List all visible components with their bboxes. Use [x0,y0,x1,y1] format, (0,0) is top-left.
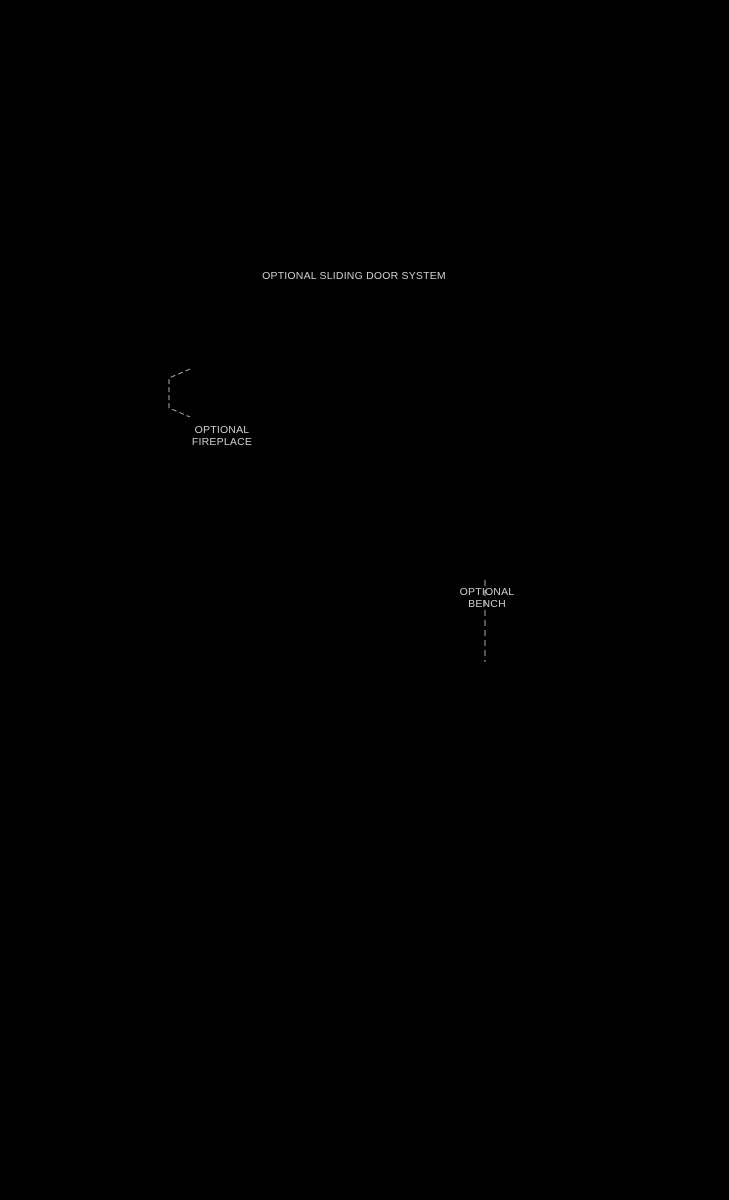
bench-label-line2: BENCH [468,598,506,610]
fireplace-outline [169,369,190,417]
fireplace-label-line2: FIREPLACE [191,436,253,448]
sliding-door-label [254,270,454,282]
bench-label [447,586,527,610]
fireplace-label [182,424,262,448]
bench-label-line1: OPTIONAL [459,586,515,598]
sliding-door-label-text: OPTIONAL SLIDING DOOR SYSTEM [262,270,446,282]
fireplace-label-line1: OPTIONAL [194,424,250,436]
